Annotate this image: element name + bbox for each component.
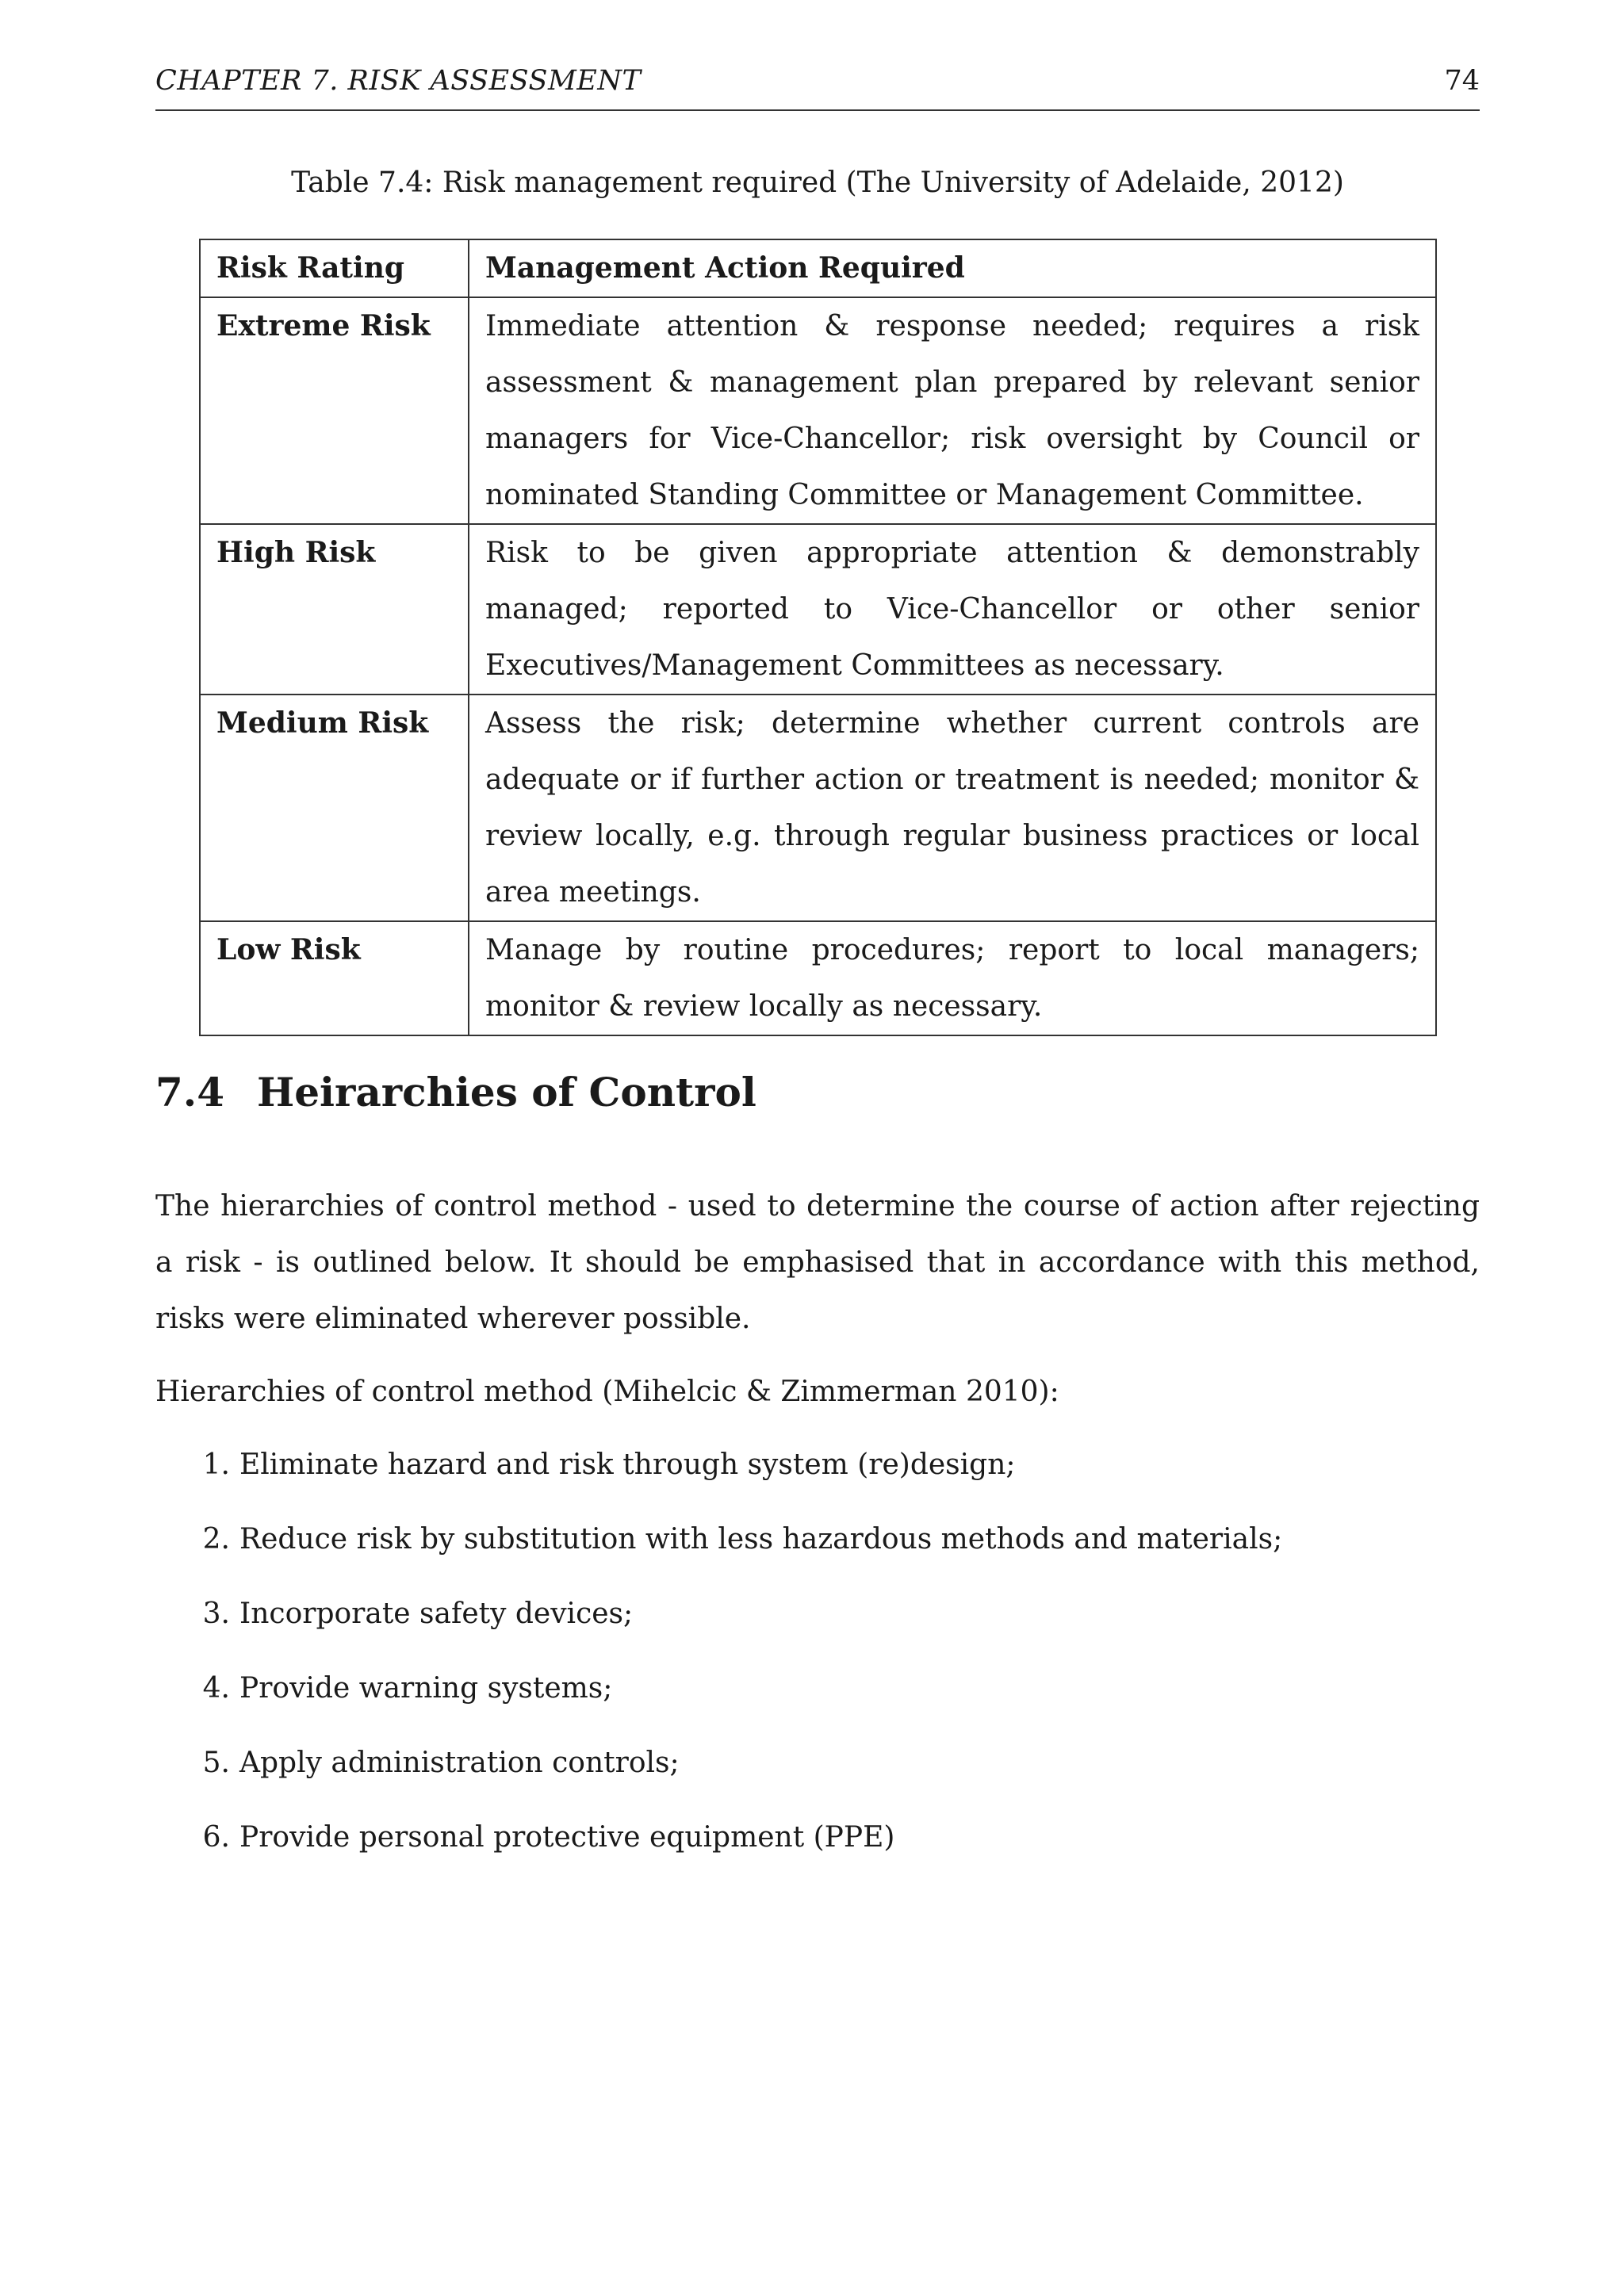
column-header-risk-rating: Risk Rating: [200, 239, 469, 297]
list-item-text: Provide personal protective equipment (PPE): [239, 1821, 895, 1854]
running-header: [155, 65, 1480, 111]
table-row: [200, 695, 1436, 921]
body-paragraph: The hierarchies of control method - used to determine the course of action after rejecting a risk - is outlined below. It should be emphasised that in accordance with this method, risks were eliminated wherever possible.: [155, 1190, 1480, 1335]
risk-rating-cell: Extreme Risk: [200, 297, 469, 524]
list-item: [155, 1735, 1282, 1809]
list-item-text: Eliminate hazard and risk through system (re)design;: [239, 1448, 1016, 1481]
chapter-title: CHAPTER 7. RISK ASSESSMENT: [155, 65, 642, 97]
list-item: [155, 1511, 1282, 1586]
management-action-cell: Assess the risk; determine whether current controls are adequate or if further action or treatment is needed; monitor & review locally, e.g. through regular business practices or local area meetings.: [469, 695, 1436, 921]
list-item-number: 4.: [202, 1672, 230, 1705]
list-item-number: 5.: [202, 1747, 230, 1779]
page-number: 74: [1444, 65, 1480, 97]
risk-rating-cell: Medium Risk: [200, 695, 469, 921]
list-item: [155, 1437, 1282, 1511]
management-action-cell: Risk to be given appropriate attention & demonstrably managed; reported to Vice-Chancellor or other senior Executives/Management Committees as necessary.: [469, 524, 1436, 695]
list-item: [155, 1660, 1282, 1735]
risk-management-table: [199, 239, 1437, 1036]
list-item-text: Provide warning systems;: [239, 1672, 613, 1705]
list-item-text: Reduce risk by substitution with less hazardous methods and materials;: [239, 1523, 1283, 1556]
risk-rating-cell: Low Risk: [200, 921, 469, 1035]
list-item-number: 1.: [202, 1448, 230, 1481]
section-number: 7.4: [155, 1069, 224, 1115]
list-item: [155, 1586, 1282, 1660]
management-action-cell: Immediate attention & response needed; requires a risk assessment & management plan prepared by relevant senior managers for Vice-Chancellor; risk oversight by Council or nominated Standing Committee or Management Committee.: [469, 297, 1436, 524]
column-header-management-action: Management Action Required: [469, 239, 1436, 297]
list-item-text: Apply administration controls;: [239, 1747, 680, 1779]
management-action-cell: Manage by routine procedures; report to local managers; monitor & review locally as necessary.: [469, 921, 1436, 1035]
table-caption: Table 7.4: Risk management required (The University of Adelaide, 2012): [291, 166, 1344, 199]
table-row: [200, 921, 1436, 1035]
section-title: Heirarchies of Control: [257, 1069, 756, 1115]
risk-rating-cell: High Risk: [200, 524, 469, 695]
list-item-number: 2.: [202, 1523, 230, 1556]
table-row: [200, 297, 1436, 524]
list-item-number: 3.: [202, 1598, 230, 1630]
control-hierarchy-list: [155, 1437, 1282, 1884]
list-item-text: Incorporate safety devices;: [239, 1598, 634, 1630]
list-item: [155, 1809, 1282, 1884]
section-heading: [155, 1069, 756, 1115]
list-item-number: 6.: [202, 1821, 230, 1854]
list-intro: Hierarchies of control method (Mihelcic & Zimmerman 2010):: [155, 1376, 1059, 1408]
table-header-row: [200, 239, 1436, 297]
table-row: [200, 524, 1436, 695]
